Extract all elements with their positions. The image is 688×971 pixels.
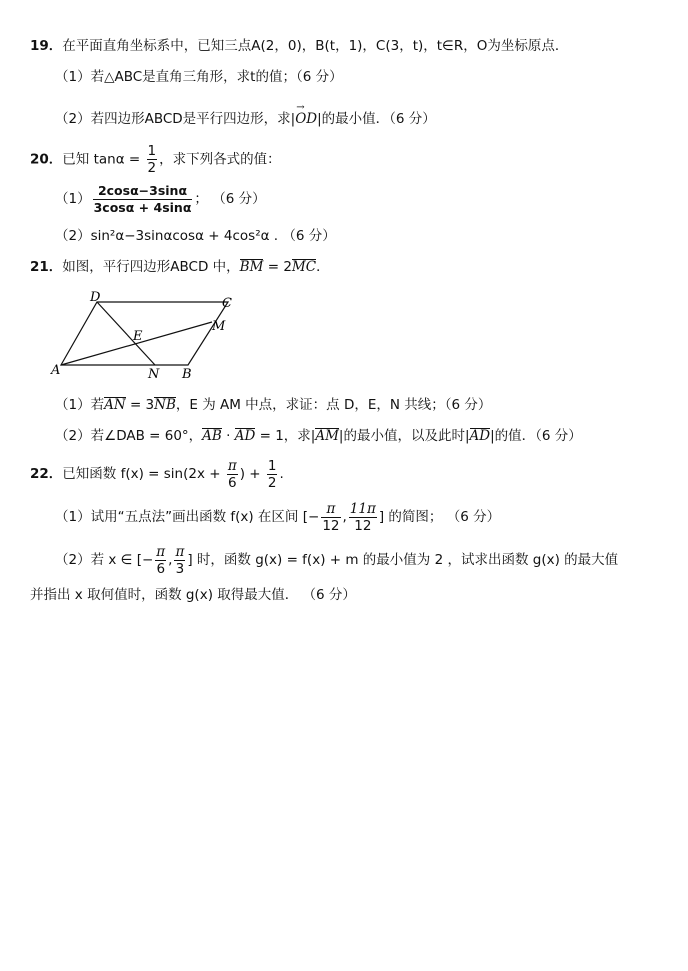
q20-part1-tail: ； （6 分） [194, 191, 266, 207]
parallelogram-abcd [61, 302, 228, 365]
fraction-one-half-22: $\frac{1}{2}$ [267, 457, 277, 491]
q19-stem: 在平面直角坐标系中，已知三点A(2，0)，B(t，1)，C(3，t)，t∈R，O为坐标原点． [62, 38, 569, 54]
q21-part2: （2）若∠DAB = 60°，AB · AD = 1，求|AM|的最小值，以及此时|AD|的值．（6 分） [55, 428, 582, 444]
label-d: D [90, 290, 101, 305]
vector-ab: AB [202, 428, 222, 444]
q20-stem-b: ，求下列各式的值： [159, 151, 281, 168]
q19-part2 [55, 110, 436, 128]
vector-mc: MC [291, 259, 317, 275]
label-c: C [222, 296, 232, 311]
q20-part1 [55, 182, 266, 216]
label-e: E [133, 329, 143, 344]
vector-ad: AD [234, 428, 256, 444]
q20-stem-line [30, 143, 281, 176]
vector-nb: NB [154, 397, 176, 413]
q21-stem-line: 21．如图，平行四边形ABCD 中，BM = 2MC． [30, 259, 330, 275]
vector-ad-2: AD [469, 428, 491, 444]
label-a: A [51, 363, 61, 378]
q21-number: 21． [30, 259, 63, 275]
q20-number: 20． [30, 151, 63, 168]
q19-part1: （1）若△ABC是直角三角形，求t的值；（6 分） [55, 69, 343, 85]
q22-part1: （1）试用“五点法”画出函数 f(x) 在区间 [− $\frac{\pi}{12}$ , $\frac{11\pi}{12}$ ] 的简图； （6 分） [55, 500, 501, 534]
fraction-one-half: $\frac{1}{2}$ [147, 143, 157, 176]
label-b: B [182, 367, 192, 382]
q21-stem-a: 如图，平行四边形ABCD 中， [62, 259, 240, 275]
q19-number: 19． [30, 38, 63, 54]
q20-part1-label: （1） [55, 191, 91, 207]
q22-part2: （2）若 x ∈ [− $\frac{\pi}{6}$ , $\frac{\pi}{3}$ ] 时，函数 g(x) = f(x) + m 的最小值为 2 ，试求出函数 g(x) 的最大值 [55, 543, 619, 577]
parallelogram-figure [45, 288, 245, 383]
vector-bm: BM [239, 259, 264, 275]
q22-part2-continued: 并指出 x 取何值时，函数 g(x) 取得最大值． （6 分） [30, 587, 356, 603]
q19-stem-line [30, 37, 568, 55]
q22-number: 22． [30, 466, 63, 482]
q20-stem-a: 已知 tanα = [62, 151, 145, 168]
vector-an: AN [104, 397, 126, 413]
segment-dn [97, 302, 155, 365]
vector-od: → OD [295, 110, 317, 128]
fraction-pi-over-3: $\frac{\pi}{3}$ [175, 543, 185, 577]
fraction-11pi-over-12: $\frac{11\pi}{12}$ [349, 500, 376, 534]
q19-part2-text-b: |的最小值．（6 分） [317, 111, 436, 127]
q22-stem-line: 22．已知函数 f(x) = sin(2x + $\frac{\pi}{6}$ ) + $\frac{1}{2}$ . [30, 457, 284, 491]
q20-part1-fraction: $\frac{2\cos\alpha-3\sin\alpha}{3\cos\alpha + 4\sin\alpha}$ [93, 182, 192, 215]
label-m: M [212, 319, 226, 334]
vector-am: AM [315, 428, 339, 444]
q21-part1: （1）若AN = 3NB，E 为 AM 中点，求证：点 D，E，N 共线；（6 分） [55, 397, 492, 413]
q20-part2: （2）sin²α−3sinαcosα + 4cos²α . （6 分） [55, 228, 336, 244]
fraction-pi-over-6-b: $\frac{\pi}{6}$ [156, 543, 166, 577]
label-n: N [148, 367, 160, 382]
fraction-pi-over-12: $\frac{\pi}{12}$ [322, 500, 340, 534]
q19-part2-text-a: （2）若四边形ABCD是平行四边形，求| [55, 111, 296, 127]
fraction-pi-over-6: $\frac{\pi}{6}$ [227, 457, 237, 491]
